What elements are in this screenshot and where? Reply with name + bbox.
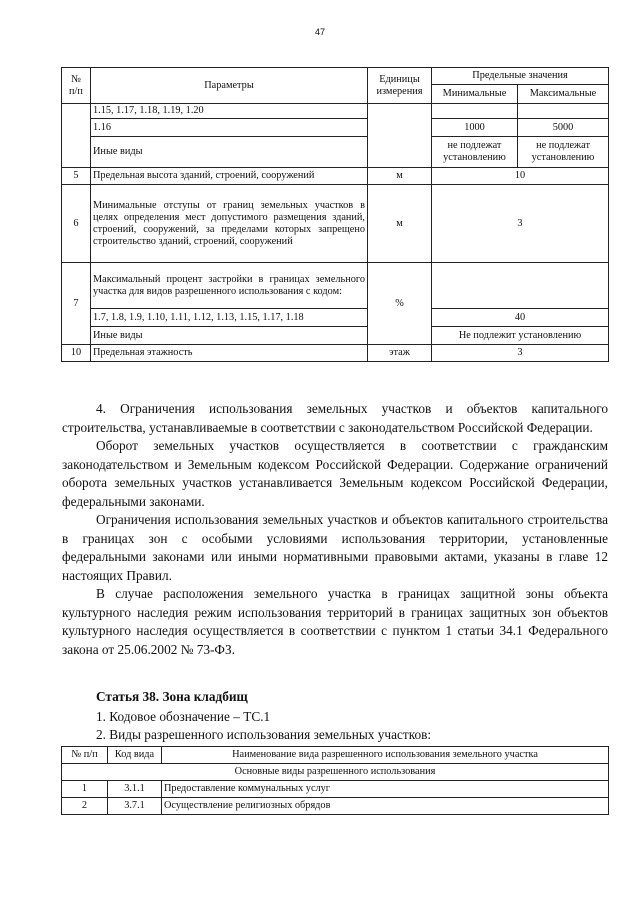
max-cell [518, 104, 609, 119]
header-limits: Предельные значения [432, 68, 609, 85]
row-num: 10 [62, 345, 91, 362]
min-cell: не подлежат установлению [432, 137, 518, 168]
uses-table [61, 746, 609, 815]
value-empty [432, 263, 609, 309]
codes-cell: 1.16 [91, 119, 368, 137]
max-cell: не подлежат установлению [518, 137, 609, 168]
row-num: 7 [62, 263, 91, 345]
min-cell: 1000 [432, 119, 518, 137]
use-name: Предоставление коммунальных услуг [162, 781, 609, 798]
paragraph: Ограничения использования земельных участков и объектов капитального строительства в границах зон с особыми условиями использования территории, установленные федеральными законами или иными нормативными правовыми актами, указаны в главе 12 настоящих Правил. [62, 512, 608, 583]
header-code: Код вида [108, 747, 162, 764]
section-row: Основные виды разрешенного использования [62, 764, 609, 781]
param-cell: Предельная высота зданий, строений, сооружений [91, 168, 368, 185]
table-row [62, 781, 609, 798]
param-sub-cell: 1.7, 1.8, 1.9, 1.10, 1.11, 1.12, 1.13, 1.15, 1.17, 1.18 [91, 309, 368, 327]
parameters-table [61, 67, 609, 362]
row-num-empty [62, 104, 91, 168]
article-line-1: 1. Кодовое обозначение – ТС.1 [96, 709, 271, 724]
value-cell: 3 [432, 185, 609, 263]
use-num: 1 [62, 781, 108, 798]
unit-cell: % [368, 263, 432, 345]
units-empty [368, 104, 432, 168]
use-code: 3.7.1 [108, 798, 162, 815]
header-num: № п/п [62, 747, 108, 764]
header-units: Единицы измерения [368, 68, 432, 104]
article-line-2: 2. Виды разрешенного использования земельных участков: [96, 727, 432, 742]
header-num: № п/п [62, 68, 91, 104]
article-title: Статья 38. Зона кладбищ [96, 689, 248, 704]
value-cell: 40 [432, 309, 609, 327]
codes-cell: Иные виды [91, 137, 368, 168]
header-min: Минимальные [432, 85, 518, 104]
paragraph: Оборот земельных участков осуществляется в соответствии с гражданским законодательством и Земельным кодексом Российской Федерации. Содержание ограничений оборота земельных участков устанавливается Земельным кодексом Российской Федерации, федеральными законами. [62, 438, 608, 509]
unit-cell: м [368, 168, 432, 185]
use-num: 2 [62, 798, 108, 815]
value-cell: 10 [432, 168, 609, 185]
body-text [62, 400, 608, 659]
header-max: Максимальные [518, 85, 609, 104]
row-num: 6 [62, 185, 91, 263]
param-sub-cell: Иные виды [91, 327, 368, 345]
unit-cell: м [368, 185, 432, 263]
unit-cell: этаж [368, 345, 432, 362]
codes-cell: 1.15, 1.17, 1.18, 1.19, 1.20 [91, 104, 368, 119]
use-name: Осуществление религиозных обрядов [162, 798, 609, 815]
param-cell: Максимальный процент застройки в границах земельного участка для видов разрешенного использования с кодом: [91, 263, 368, 309]
param-cell: Предельная этажность [91, 345, 368, 362]
value-cell: Не подлежит установлению [432, 327, 609, 345]
use-code: 3.1.1 [108, 781, 162, 798]
header-param: Параметры [91, 68, 368, 104]
table-row [62, 798, 609, 815]
value-cell: 3 [432, 345, 609, 362]
paragraph: В случае расположения земельного участка в границах защитной зоны объекта культурного наследия режим использования территорий в границах защитных зон объектов культурного наследия осуществляется в соответствии с пунктом 1 статьи 34.1 Федерального закона от 25.06.2002 № 73-ФЗ. [62, 586, 608, 657]
header-name: Наименование вида разрешенного использования земельного участка [162, 747, 609, 764]
paragraph: 4. Ограничения использования земельных участков и объектов капитального строительства, устанавливаемые в соответствии с законодательством Российской Федерации. [62, 401, 608, 435]
row-num: 5 [62, 168, 91, 185]
page-number: 47 [314, 27, 325, 37]
max-cell: 5000 [518, 119, 609, 137]
param-cell: Минимальные отступы от границ земельных участков в целях определения мест допустимого размещения зданий, строений, сооружений, за пределами которых запрещено строительство зданий, строений, сооружений [91, 185, 368, 263]
min-cell [432, 104, 518, 119]
